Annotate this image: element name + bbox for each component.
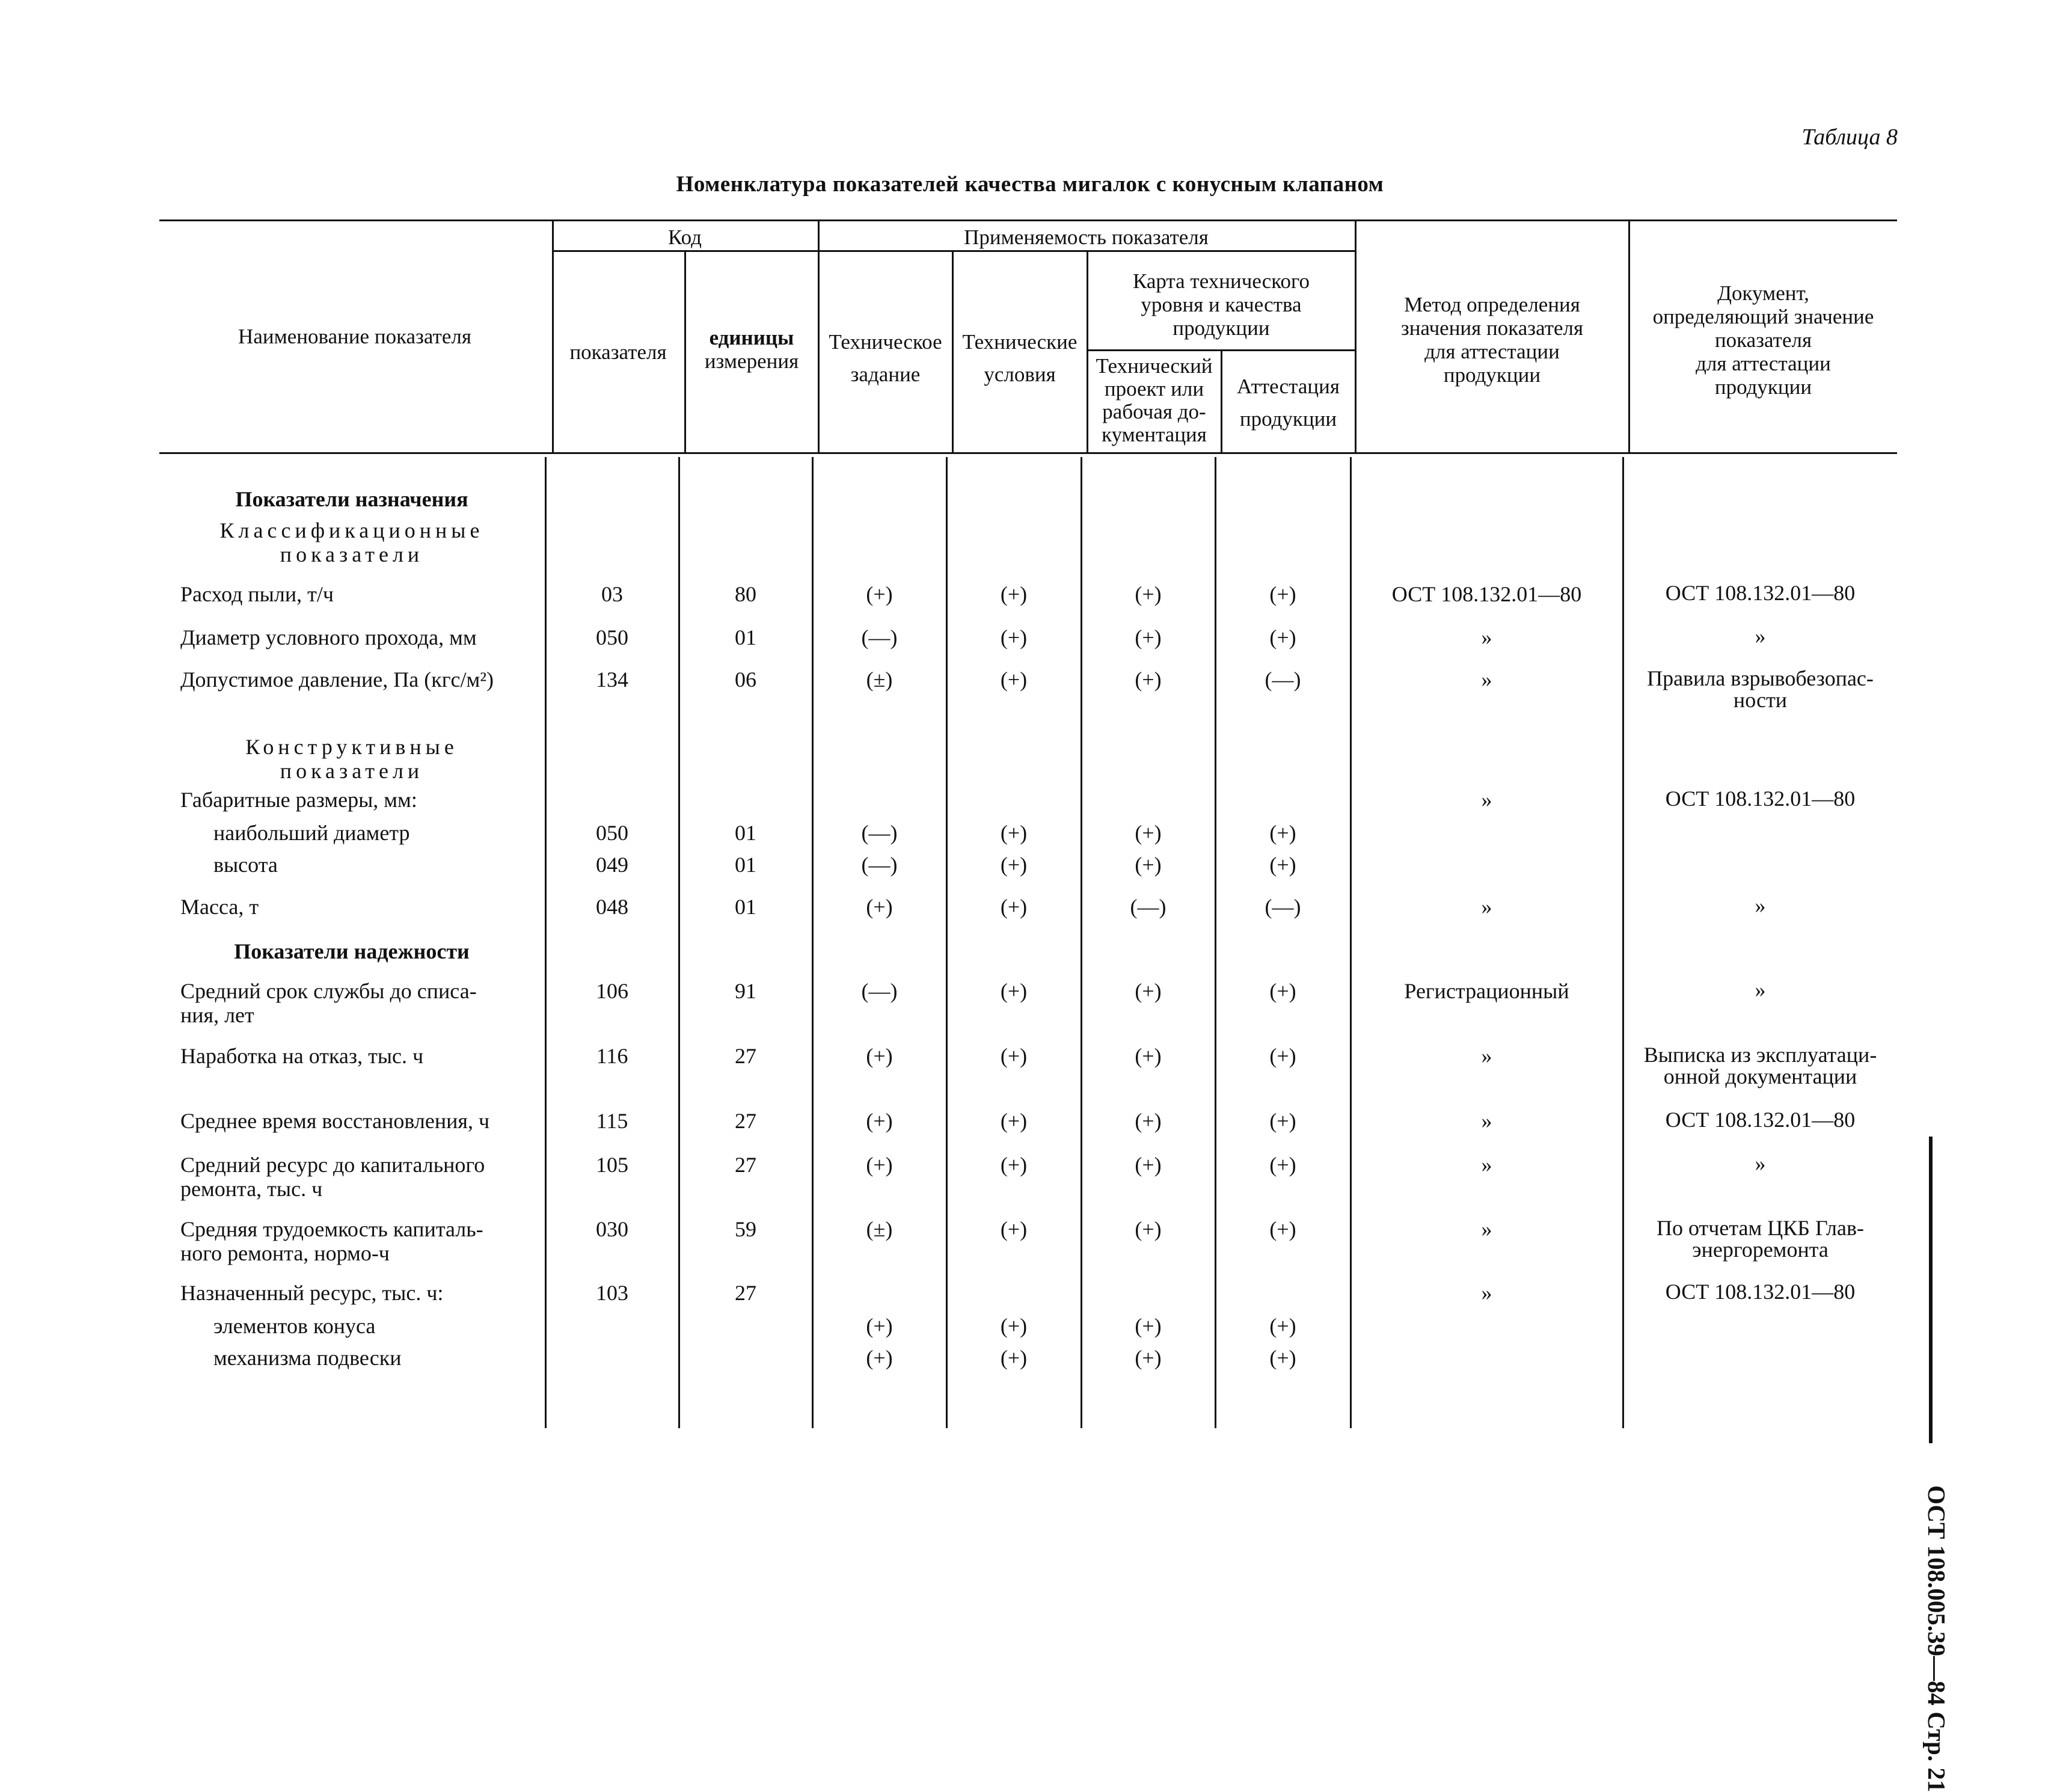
row-cell-doc: Выписка из эксплуатаци- онной документации [1643, 1043, 1877, 1088]
row-cell-tz: (+) [866, 895, 893, 919]
row-name: Допустимое давление, Па (кгс/м²) [180, 667, 494, 692]
row-cell-tu: (+) [1000, 1346, 1028, 1370]
header-att [1222, 370, 1355, 435]
row-name: Средний срок службы до списа- ния, лет [180, 979, 477, 1027]
table-title: Номенклатура показателей качества мигалок с конусным клапаном [676, 172, 1384, 197]
row-cell-tu: (+) [1000, 853, 1028, 877]
row-cell-doc: » [1755, 624, 1766, 648]
row-cell-method: ОСТ 108.132.01—80 [1391, 582, 1582, 606]
row-cell-tu: (+) [1000, 582, 1028, 606]
row-cell-tu: (+) [1000, 979, 1028, 1003]
row-cell-att: (—) [1265, 667, 1301, 692]
header-tp [1088, 355, 1221, 446]
row-name: механизма подвески [213, 1346, 402, 1370]
row-cell-att: (+) [1269, 1153, 1296, 1177]
row-cell-att: (—) [1265, 895, 1301, 919]
header-karta-line: уровня и качества [1141, 293, 1302, 316]
header-tp-line: кументация [1102, 423, 1207, 446]
section-klass-line: показатели [280, 542, 424, 566]
row-cell-tp: (+) [1135, 979, 1162, 1003]
section-klass-line: Классификационные [219, 518, 484, 542]
row-cell-unit: 27 [735, 1153, 756, 1177]
row-cell-method: » [1481, 1153, 1492, 1177]
row-cell-tu: (+) [1000, 1044, 1028, 1068]
row-cell-tp: (+) [1135, 853, 1162, 877]
row-cell-code: 115 [596, 1109, 628, 1133]
header-doc-line: показателя [1714, 328, 1812, 352]
row-cell-unit: 01 [735, 853, 756, 877]
row-cell-code: 134 [596, 667, 628, 692]
row-cell-tz: (±) [866, 1217, 893, 1241]
row-cell-code: 116 [596, 1044, 628, 1068]
header-metod-line: Метод определения [1404, 293, 1580, 316]
row-cell-tp: (+) [1135, 667, 1162, 692]
row-cell-tp: (—) [1130, 895, 1166, 919]
header-karta-line: продукции [1173, 316, 1270, 340]
header-vline [552, 221, 554, 452]
row-cell-method: » [1481, 625, 1492, 649]
row-cell-unit: 06 [735, 667, 756, 692]
row-cell-code: 103 [596, 1281, 628, 1305]
row-cell-method: » [1481, 1109, 1492, 1133]
table-caption: Таблица 8 [1801, 124, 1898, 150]
row-cell-att: (+) [1269, 582, 1296, 606]
row-cell-doc: » [1755, 894, 1766, 918]
row-cell-tz: (+) [866, 582, 893, 606]
header-doc-line: для аттестации [1696, 352, 1831, 375]
row-cell-att: (+) [1269, 1217, 1296, 1241]
row-cell-att: (+) [1269, 1109, 1296, 1133]
row-cell-doc: Правила взрывобезопас- ности [1647, 666, 1874, 712]
header-bottom-rule [159, 452, 1897, 454]
header-tp-line: Технический [1096, 354, 1213, 378]
row-cell-tz: (+) [866, 1044, 893, 1068]
header-metod-line: значения показателя [1400, 316, 1584, 340]
side-rule [1929, 1137, 1933, 1443]
row-cell-unit: 80 [735, 582, 756, 606]
header-tz-line: Техническое [829, 330, 942, 354]
row-cell-att: (+) [1269, 1314, 1296, 1338]
row-cell-tu: (+) [1000, 821, 1028, 845]
section-konstruktivnye [159, 735, 544, 783]
row-cell-tu: (+) [1000, 667, 1028, 692]
row-cell-unit: 91 [735, 979, 756, 1003]
row-name: Масса, т [180, 895, 259, 919]
row-cell-unit: 01 [735, 895, 756, 919]
header-doc-line: продукции [1714, 375, 1812, 399]
table-top-rule [159, 219, 1897, 221]
header-karta [1088, 269, 1355, 340]
row-name: наибольший диаметр [213, 821, 410, 845]
row-cell-att: (+) [1269, 821, 1296, 845]
row-cell-code: 049 [596, 853, 628, 877]
row-cell-method: » [1481, 1217, 1492, 1241]
row-cell-tp: (+) [1135, 625, 1162, 649]
header-tu-line: Технические [962, 330, 1078, 354]
row-cell-tz: (—) [861, 821, 898, 845]
row-cell-tu: (+) [1000, 895, 1028, 919]
row-cell-method: Регистрационный [1404, 979, 1569, 1003]
row-cell-doc: ОСТ 108.132.01—80 [1665, 1108, 1856, 1132]
row-name: Средний ресурс до капитального ремонта, тыс. ч [180, 1153, 485, 1201]
section-konstr-line: показатели [280, 759, 424, 783]
row-cell-tu: (+) [1000, 1314, 1028, 1338]
row-name: высота [213, 853, 278, 877]
header-primenyaemost: Применяемость показателя [964, 226, 1209, 249]
header-tu-line: условия [984, 363, 1056, 386]
row-cell-method: » [1481, 788, 1492, 812]
row-cell-unit: 59 [735, 1217, 756, 1241]
row-cell-tz: (+) [866, 1153, 893, 1177]
row-cell-code: 050 [596, 625, 628, 649]
header-doc-line: Документ, [1717, 281, 1809, 305]
row-name: Средняя трудоемкость капиталь- ного ремонта, нормо-ч [180, 1217, 483, 1265]
section-nadezhnosti: Показатели надежности [234, 939, 470, 963]
row-cell-att: (+) [1269, 1346, 1296, 1370]
section-naznacheniya: Показатели назначения [235, 487, 468, 511]
row-name: Расход пыли, т/ч [180, 582, 334, 606]
header-tu [953, 326, 1087, 391]
row-cell-tz: (+) [866, 1109, 893, 1133]
row-cell-tz: (—) [861, 625, 898, 649]
header-metod [1356, 293, 1628, 387]
row-name: Среднее время восстановления, ч [180, 1109, 490, 1133]
row-cell-unit: 01 [735, 821, 756, 845]
header-tp-line: рабочая до- [1102, 400, 1206, 423]
row-name: Наработка на отказ, тыс. ч [180, 1044, 424, 1068]
header-doc [1629, 281, 1897, 399]
row-cell-tu: (+) [1000, 1153, 1028, 1177]
row-cell-tp: (+) [1135, 1314, 1162, 1338]
row-cell-method: » [1481, 1281, 1492, 1305]
row-cell-att: (+) [1269, 853, 1296, 877]
row-cell-doc: » [1755, 978, 1766, 1002]
row-cell-tp: (+) [1135, 582, 1162, 606]
row-cell-doc: По отчетам ЦКБ Глав- энергоремонта [1657, 1216, 1864, 1262]
row-cell-unit: 27 [735, 1281, 756, 1305]
row-cell-code: 048 [596, 895, 628, 919]
side-label: ОСТ 108.005.39—84 Стр. 21 [1923, 1485, 1951, 1792]
row-name: Диаметр условного прохода, мм [180, 625, 477, 649]
header-tp-line: проект или [1104, 377, 1204, 400]
row-cell-tu: (+) [1000, 625, 1028, 649]
row-cell-tz: (±) [866, 667, 893, 692]
row-cell-tz: (+) [866, 1314, 893, 1338]
row-cell-code: 030 [596, 1217, 628, 1241]
row-cell-doc: ОСТ 108.132.01—80 [1665, 787, 1856, 811]
row-cell-code: 106 [596, 979, 628, 1003]
row-cell-tp: (+) [1135, 1109, 1162, 1133]
header-tz-line: задание [850, 363, 921, 386]
row-name: Габаритные размеры, мм: [180, 788, 417, 812]
header-kod-edinicy-line: единицы [709, 326, 794, 349]
row-cell-tp: (+) [1135, 1217, 1162, 1241]
row-cell-att: (+) [1269, 1044, 1296, 1068]
row-cell-method: » [1481, 895, 1492, 919]
header-att-line: продукции [1239, 407, 1337, 431]
row-cell-att: (+) [1269, 979, 1296, 1003]
header-kod: Код [668, 226, 702, 249]
row-cell-tu: (+) [1000, 1109, 1028, 1133]
row-cell-code: 105 [596, 1153, 628, 1177]
header-name: Наименование показателя [238, 325, 471, 348]
row-cell-code: 03 [601, 582, 623, 606]
header-tz [819, 326, 952, 391]
row-cell-method: » [1481, 667, 1492, 692]
header-kod-edinicy-line: измерения [704, 349, 799, 373]
row-cell-tu: (+) [1000, 1217, 1028, 1241]
header-kod-pokazatelya: показателя [569, 340, 667, 364]
row-cell-tp: (+) [1135, 1153, 1162, 1177]
row-cell-att: (+) [1269, 625, 1296, 649]
header-doc-line: определяющий значение [1652, 305, 1874, 328]
row-cell-method: » [1481, 1044, 1492, 1068]
header-metod-line: продукции [1443, 363, 1541, 387]
header-metod-line: для аттестации [1424, 340, 1560, 363]
row-cell-tp: (+) [1135, 821, 1162, 845]
row-cell-tz: (—) [861, 853, 898, 877]
row-cell-tz: (—) [861, 979, 898, 1003]
header-karta-line: Карта технического [1132, 269, 1310, 293]
row-cell-unit: 27 [735, 1109, 756, 1133]
row-name: элементов конуса [213, 1314, 376, 1338]
row-cell-doc: » [1755, 1152, 1766, 1176]
section-klassifikacionnye [159, 518, 544, 566]
row-cell-tz: (+) [866, 1346, 893, 1370]
row-name: Назначенный ресурс, тыс. ч: [180, 1281, 444, 1305]
row-cell-code: 050 [596, 821, 628, 845]
row-cell-tp: (+) [1135, 1346, 1162, 1370]
header-att-line: Аттестация [1237, 375, 1340, 398]
row-cell-doc: ОСТ 108.132.01—80 [1665, 581, 1856, 605]
row-cell-unit: 27 [735, 1044, 756, 1068]
row-cell-doc: ОСТ 108.132.01—80 [1665, 1280, 1856, 1304]
row-cell-unit: 01 [735, 625, 756, 649]
row-cell-tp: (+) [1135, 1044, 1162, 1068]
section-konstr-line: Конструктивные [245, 735, 458, 759]
header-kod-edinicy [685, 326, 818, 373]
